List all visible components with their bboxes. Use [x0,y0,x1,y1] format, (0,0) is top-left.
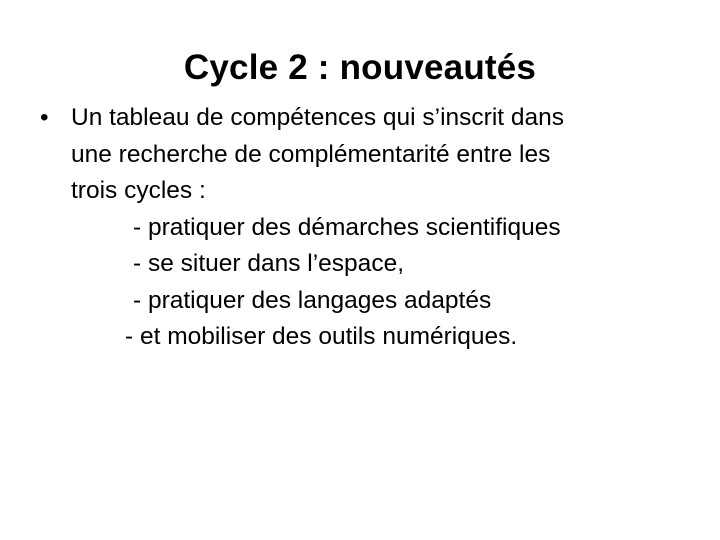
bullet-line-2: une recherche de complémentarité entre les [71,140,551,168]
list-item-outils: - et mobiliser des outils numériques. [125,323,518,350]
bullet-line-3: trois cycles : [71,177,206,204]
slide-body [40,100,690,356]
list-item-demarches: - pratiquer des démarches scientifiques [133,213,561,241]
list-item-espace: - se situer dans l’espace, [133,250,404,277]
bullet-line-1: Un tableau de compétences qui s’inscrit dans [71,104,565,131]
slide-title: Cycle 2 : nouveautés [183,48,537,87]
list-item-langages: - pratiquer des langages adaptés [133,286,492,314]
bullet-icon: • [40,104,49,131]
bullet-paragraph [40,100,690,210]
